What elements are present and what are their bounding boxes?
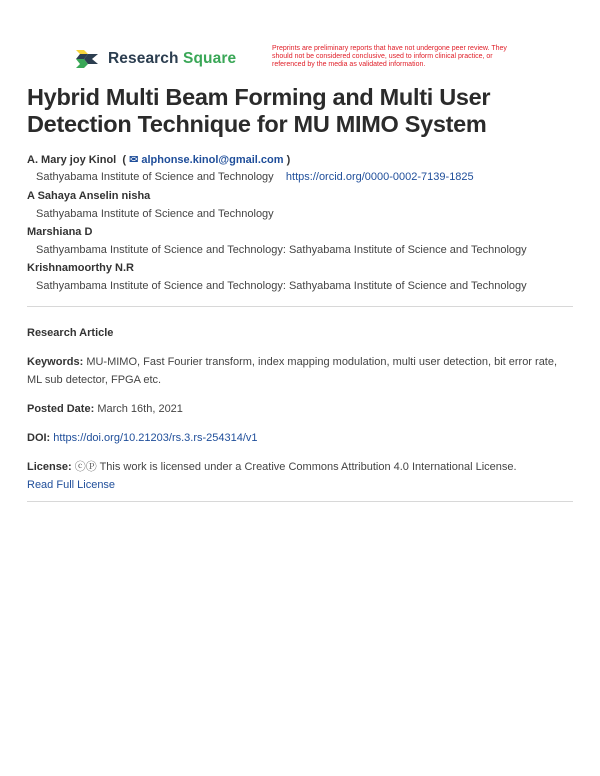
author-affiliation: Sathyambama Institute of Science and Technology: Sathyabama Institute of Science and Technology — [36, 280, 527, 292]
research-square-logo[interactable] — [74, 49, 236, 69]
attribution-icon: Ⓟ — [85, 461, 97, 473]
divider — [27, 501, 573, 502]
license: License: ⓒⓅ This work is licensed under a Creative Commons Attribution 4.0 International License. Read Full License — [27, 461, 517, 491]
author-affiliation: Sathyambama Institute of Science and Technology: Sathyabama Institute of Science and Technology — [36, 244, 527, 256]
posted-date: Posted Date: March 16th, 2021 — [27, 403, 183, 415]
read-full-license-link[interactable]: Read Full License — [27, 479, 116, 491]
keywords: Keywords: MU-MIMO, Fast Fourier transform, index mapping modulation, multi user detection, bit error rate, ML sub detector, FPGA etc. — [27, 356, 558, 386]
author-name: Krishnamoorthy N.R — [27, 262, 134, 274]
article-type: Research Article — [27, 327, 114, 339]
author-affiliation: Sathyabama Institute of Science and Technology — [36, 208, 274, 220]
author-affiliation: Sathyabama Institute of Science and Technology https://orcid.org/0000-0002-7139-1825 — [36, 171, 474, 183]
author-name: A Sahaya Anselin nisha — [27, 190, 151, 202]
research-square-logo-icon — [74, 49, 100, 69]
logo-word-square: Square — [183, 50, 237, 67]
doi: DOI: https://doi.org/10.21203/rs.3.rs-254314/v1 — [27, 432, 258, 444]
author-name: A. Mary joy Kinol ( ✉ alphonse.kinol@gmail.com ) — [27, 154, 291, 166]
orcid-link[interactable]: https://orcid.org/0000-0002-7139-1825 — [285, 171, 474, 183]
author-name: Marshiana D — [27, 226, 93, 238]
preprint-disclaimer: Preprints are preliminary reports that have not undergone peer review. They should not be considered conclusive, used to inform clinical practice, or referenced by the media as validated information. — [272, 45, 507, 68]
author-email-link[interactable]: alphonse.kinol@gmail.com — [141, 154, 284, 166]
divider — [27, 306, 573, 307]
paper-title: Hybrid Multi Beam Forming and Multi User Detection Technique for MU MIMO System — [27, 84, 491, 137]
email-icon: ✉ — [129, 154, 139, 166]
doi-link[interactable]: https://doi.org/10.21203/rs.3.rs-254314/v1 — [53, 432, 258, 444]
logo-word-research: Research — [108, 50, 179, 67]
cc-icon: ⓒ — [74, 461, 86, 473]
